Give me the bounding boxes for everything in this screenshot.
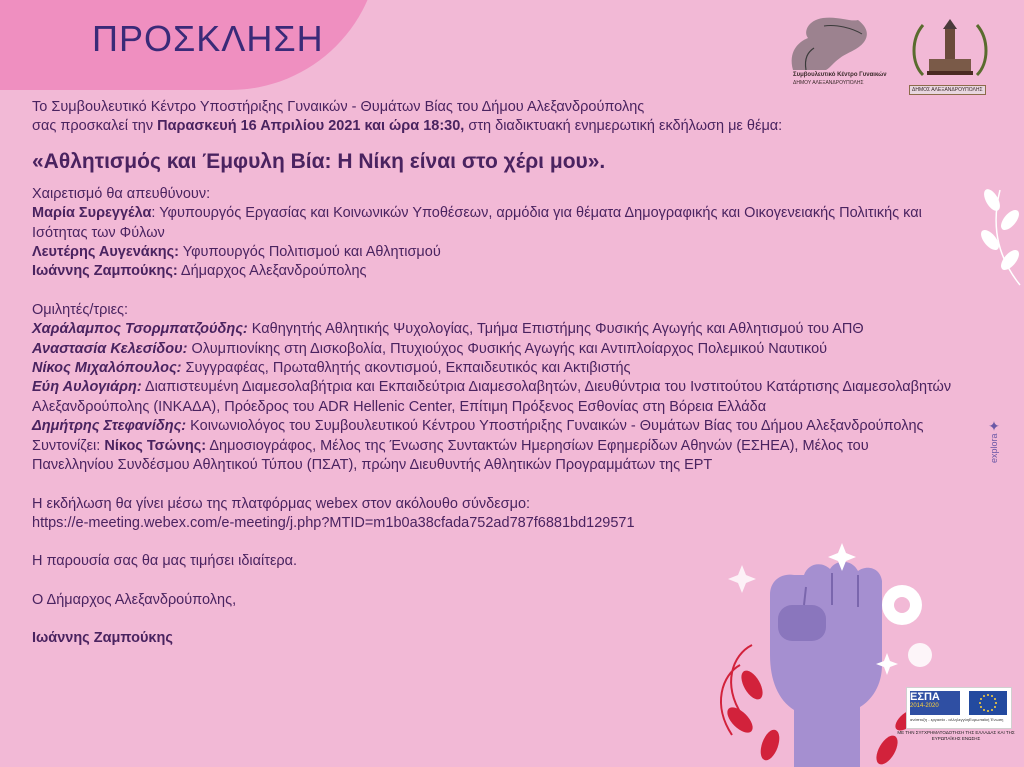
- coordinator-label: Συντονίζει:: [32, 437, 105, 454]
- person-name: Μαρία Συρεγγέλα: [32, 205, 152, 222]
- intro-suffix: στη διαδικτυακή ενημερωτική εκδήλωση με θέμα:: [464, 118, 783, 135]
- woman-profile-icon: [778, 12, 898, 72]
- person-role: Ολυμπιονίκης στη Δισκοβολία, Πτυχιούχος Φυσικής Αγωγής και Αντιπλοίαρχος Πολεμικού Ναυτικού: [187, 340, 828, 357]
- espa-title: ΕΣΠΑ: [910, 691, 940, 703]
- counseling-center-logo: [778, 12, 898, 94]
- person-role: Υφυπουργός Πολιτισμού και Αθλητισμού: [179, 244, 441, 261]
- person-role: Κοινωνιολόγος του Συμβουλευτικού Κέντρου Υποστήριξης Γυναικών - Θυμάτων Βίας του Δήμου Αλεξανδρούπολης: [186, 418, 924, 435]
- person-role: : Υφυπουργός Εργασίας και Κοινωνικών Υποθέσεων, αρμόδια για θέματα Δημογραφικής και Οικογενειακής Πολιτικής και Ισότητας των Φύλων: [32, 205, 922, 241]
- platform-line: Η εκδήλωση θα γίνει μέσω της πλατφόρμας webex στον ακόλουθο σύνδεσμο:: [32, 495, 531, 512]
- coordinator: [32, 437, 952, 476]
- speakers-heading: Ομιλητές/τριες:: [32, 301, 129, 318]
- counseling-center-name: Συμβουλευτικό Κέντρο Γυναικών: [793, 72, 887, 78]
- webex-link[interactable]: https://e-meeting.webex.com/e-meeting/j.php?MTID=m1b0a38cfada752ad787f6881bd129571: [32, 514, 635, 531]
- signature-name: Ιωάννης Ζαμπούκης: [32, 630, 173, 647]
- eu-flag-icon: [969, 691, 1007, 715]
- person-name: Αναστασία Κελεσίδου:: [32, 340, 188, 357]
- municipality-label: ΔΗΜΟΣ ΑΛΕΞΑΝΔΡΟΥΠΟΛΗΣ: [909, 85, 986, 95]
- person-name: Ιωάννης Ζαμπούκης:: [32, 263, 178, 280]
- person-name: Δημήτρης Στεφανίδης:: [32, 418, 187, 435]
- espa-tagline: ανάπτυξη - εργασία - αλληλεγγύη: [910, 717, 970, 722]
- municipality-logo: [905, 15, 995, 95]
- lighthouse-wreath-icon: [905, 15, 995, 83]
- greeting-person: [32, 243, 952, 262]
- speaker: [32, 359, 952, 378]
- signature-title: Ο Δήμαρχος Αλεξανδρούπολης,: [32, 591, 237, 608]
- greeting-person: [32, 262, 952, 281]
- speaker: [32, 378, 952, 417]
- cofunding-note: ΜΕ ΤΗΝ ΣΥΓΧΡΗΜΑΤΟΔΟΤΗΣΗ ΤΗΣ ΕΛΛΑΔΑΣ ΚΑΙ ΤΗΣ ΕΥΡΩΠΑΪΚΗΣ ΕΝΩΣΗΣ: [897, 730, 1015, 741]
- counseling-center-municipality: ΔΗΜΟΥ ΑΛΕΞΑΝΔΡΟΥΠΟΛΗΣ: [793, 80, 864, 86]
- person-role: Διαπιστευμένη Διαμεσολαβήτρια και Εκπαιδεύτρια Διαμεσολαβητών, Διευθύντρια του Ινστιτούτου Κατάρτισης Διαμεσολαβητών Αλεξανδρούπολης (ΙΝΚΑΔΑ), Πρόεδρος του ADR Hellenic Center, Επίτιμη Πρόξενος Εσθονίας στη Βόρεια Ελλάδα: [32, 379, 952, 415]
- person-role: Καθηγητής Αθλητικής Ψυχολογίας, Τμήμα Επιστήμης Φυσικής Αγωγής και Αθλητισμού του ΑΠΘ: [247, 321, 864, 338]
- explora-word: explora: [989, 433, 999, 463]
- speaker: [32, 417, 952, 436]
- espa-logo: [906, 687, 1012, 729]
- honor-line: Η παρουσία σας θα μας τιμήσει ιδιαίτερα.: [32, 553, 298, 570]
- event-date: Παρασκευή 16 Απριλίου 2021 και ώρα 18:30,: [157, 118, 465, 135]
- branch-decoration-icon: [960, 180, 1024, 290]
- person-name: Νίκος Μιχαλόπουλος:: [32, 360, 182, 377]
- intro-prefix: σας προσκαλεί την: [32, 118, 158, 135]
- greeting-person: [32, 204, 952, 243]
- espa-years: 2014-2020: [910, 703, 939, 709]
- person-name: Λευτέρης Αυγενάκης:: [32, 244, 180, 261]
- intro-line-1: Το Συμβουλευτικό Κέντρο Υποστήριξης Γυναικών - Θυμάτων Βίας του Δήμου Αλεξανδρούπολης: [32, 99, 645, 115]
- person-name: Χαράλαμπος Τσορμπατζούδης:: [32, 321, 248, 338]
- event-theme: «Αθλητισμός και Έμφυλη Βία: Η Νίκη είναι στο χέρι μου».: [32, 149, 606, 173]
- speaker: [32, 340, 952, 359]
- person-role: Δήμαρχος Αλεξανδρούπολης: [177, 263, 367, 280]
- person-role: Συγγραφέας, Πρωταθλητής ακοντισμού, Εκπαιδευτικός και Ακτιβιστής: [181, 360, 631, 377]
- page-title: ΠΡΟΣΚΛΗΣΗ: [92, 18, 324, 59]
- eu-label: Ευρωπαϊκή Ένωση: [969, 717, 1004, 722]
- person-role: Δημοσιογράφος, Μέλος της Ένωσης Συντακτών Ημερησίων Εφημερίδων Αθηνών (ΕΣΗΕΑ), Μέλος του Πανελληνίου Συνδέσμου Αθλητικού Τύπου (ΠΣΑΤ), πρώην Διευθυντής Αθλητικών Προγραμμάτων της ΕΡΤ: [32, 437, 869, 474]
- intro-line-2: [32, 117, 952, 136]
- person-name: Νίκος Τσώνης:: [104, 437, 207, 454]
- person-name: Εύη Αυλογιάρη:: [32, 379, 142, 396]
- explora-brand: [984, 418, 1004, 463]
- speaker: [32, 320, 952, 339]
- star-icon: ✦: [988, 418, 1000, 434]
- greetings-heading: Χαιρετισμό θα απευθύνουν:: [32, 185, 211, 202]
